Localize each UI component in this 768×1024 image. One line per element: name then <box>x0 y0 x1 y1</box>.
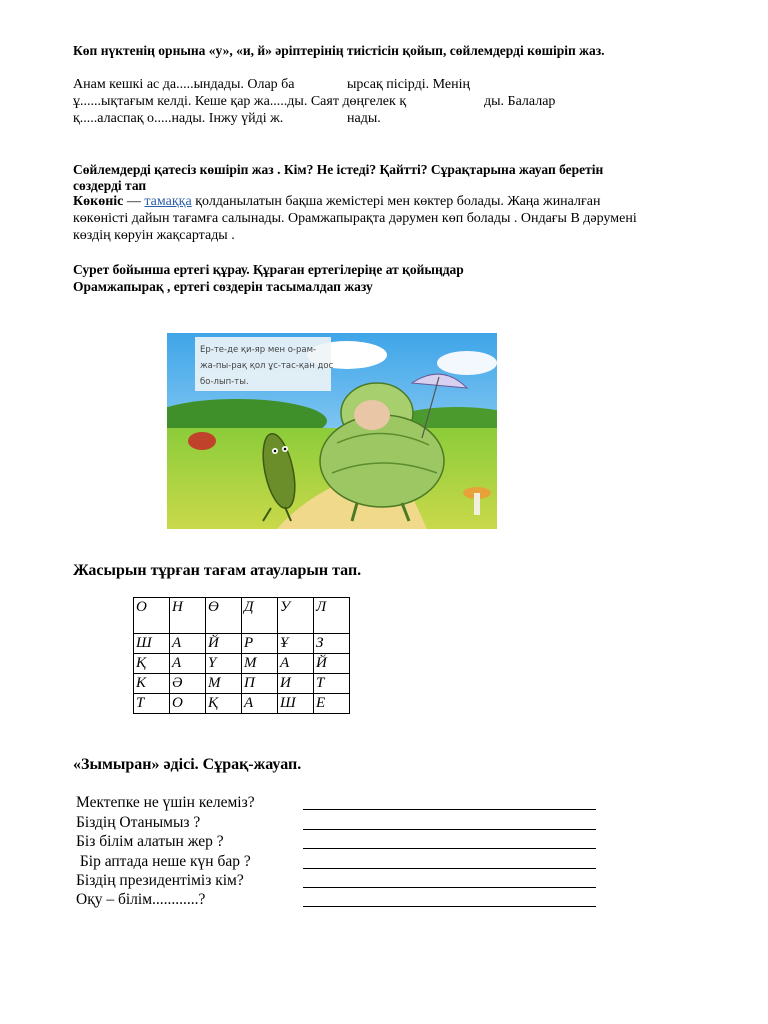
answer-line[interactable] <box>303 809 596 810</box>
grid-cell: М <box>242 654 278 674</box>
grid-cell: К <box>134 674 170 694</box>
task1-line3-b: нады. <box>347 111 381 126</box>
term-kokonis: Көкөніс <box>73 194 124 209</box>
task5-heading: «Зымыран» әдісі. Сұрақ-жауап. <box>73 756 302 773</box>
grid-cell: Й <box>314 654 350 674</box>
grid-cell: У <box>278 598 314 634</box>
grid-cell: О <box>170 694 206 714</box>
dash: — <box>123 194 145 209</box>
caption-line1: Ер-те-де қи-яр мен о-рам- <box>200 345 317 355</box>
answer-line[interactable] <box>303 868 596 869</box>
grid-cell: Н <box>170 598 206 634</box>
letter-grid <box>133 597 350 714</box>
grid-cell: М <box>206 674 242 694</box>
grid-cell: Ә <box>170 674 206 694</box>
task2-paragraph-line3: көздің көруін жақсартады . <box>73 228 235 243</box>
grid-cell: И <box>278 674 314 694</box>
question: Оқу – білім............? <box>76 891 206 908</box>
answer-line[interactable] <box>303 906 596 907</box>
grid-cell: Ш <box>134 634 170 654</box>
grid-cell: О <box>134 598 170 634</box>
task1-line1-a: Анам кешкі ас да.....ындады. Олар ба <box>73 77 295 92</box>
answer-line[interactable] <box>303 887 596 888</box>
grid-cell: Қ <box>134 654 170 674</box>
grid-cell: А <box>170 654 206 674</box>
task2-heading-line2: сөздерді тап <box>73 178 147 193</box>
grid-row <box>134 694 350 714</box>
grid-cell: Р <box>242 634 278 654</box>
grid-cell: Ө <box>206 598 242 634</box>
answer-line[interactable] <box>303 829 596 830</box>
grid-cell: Е <box>314 694 350 714</box>
link-tamakka[interactable]: тамаққа <box>144 194 192 209</box>
answer-line[interactable] <box>303 848 596 849</box>
grid-row <box>134 674 350 694</box>
caption-line2: жа-пы-рақ қол ұс-тас-қан дос <box>200 361 334 371</box>
task2-paragraph-line1 <box>73 194 600 210</box>
cloud <box>437 351 497 375</box>
grid-cell: Ү <box>206 654 242 674</box>
task2-heading-line1: Сөйлемдерді қатесіз көшіріп жаз . Кім? Не істеді? Қайтті? Сұрақтарына жауап беретін <box>73 162 604 177</box>
grid-cell: П <box>242 674 278 694</box>
snail <box>188 432 216 450</box>
task1-line1-b: ырсақ пісірді. Менің <box>347 77 470 92</box>
task1-line3-a: қ.....аласпақ о.....нады. Інжу үйді ж. <box>73 111 284 126</box>
task3-line2: Орамжапырақ , ертегі сөздерін тасымалдап жазу <box>73 279 373 294</box>
grid-cell: З <box>314 634 350 654</box>
task2-paragraph-line2: көкөністі дайын тағамға салынады. Орамжапырақта дәрумен көп болады . Ондағы В дәрумені <box>73 211 637 226</box>
grid-cell: А <box>170 634 206 654</box>
grid-row <box>134 598 350 634</box>
grid-cell: Й <box>206 634 242 654</box>
task1-line2-a: ұ......ықтағым келді. Кеше қар жа.....ды. Саят дөңгелек қ <box>73 94 407 109</box>
grid-cell: Ш <box>278 694 314 714</box>
grid-cell: Т <box>314 674 350 694</box>
question: Мектепке не үшін келеміз? <box>76 794 255 811</box>
grid-cell: Д <box>242 598 278 634</box>
grid-row <box>134 634 350 654</box>
question: Бір аптада неше күн бар ? <box>76 853 251 870</box>
caption-line3: бо-лып-ты. <box>200 377 249 387</box>
task1-line2-b: ды. Балалар <box>484 94 556 109</box>
grid-cell: А <box>278 654 314 674</box>
fairy-tale-illustration <box>167 333 497 529</box>
question: Біздің президентіміз кім? <box>76 872 244 889</box>
task3-line1: Сурет бойынша ертегі құрау. Құраған ертегілеріңе ат қойыңдар <box>73 262 464 277</box>
grid-cell: Ұ <box>278 634 314 654</box>
grid-row <box>134 654 350 674</box>
grid-cell: А <box>242 694 278 714</box>
paragraph-line1-rest: қолданылатын бақша жемістері мен көктер болады. Жаңа жиналған <box>191 194 601 209</box>
grid-cell: Т <box>134 694 170 714</box>
question: Біз білім алатын жер ? <box>76 833 224 850</box>
grid-cell: Қ <box>206 694 242 714</box>
question: Біздің Отанымыз ? <box>76 814 201 831</box>
task4-heading: Жасырын тұрған тағам атауларын тап. <box>73 562 362 579</box>
task1-heading: Көп нүктенің орнына «у», «и, й» әріптерінің тиістісін қойып, сөйлемдерді көшіріп жаз. <box>73 43 605 58</box>
grid-cell: Л <box>314 598 350 634</box>
